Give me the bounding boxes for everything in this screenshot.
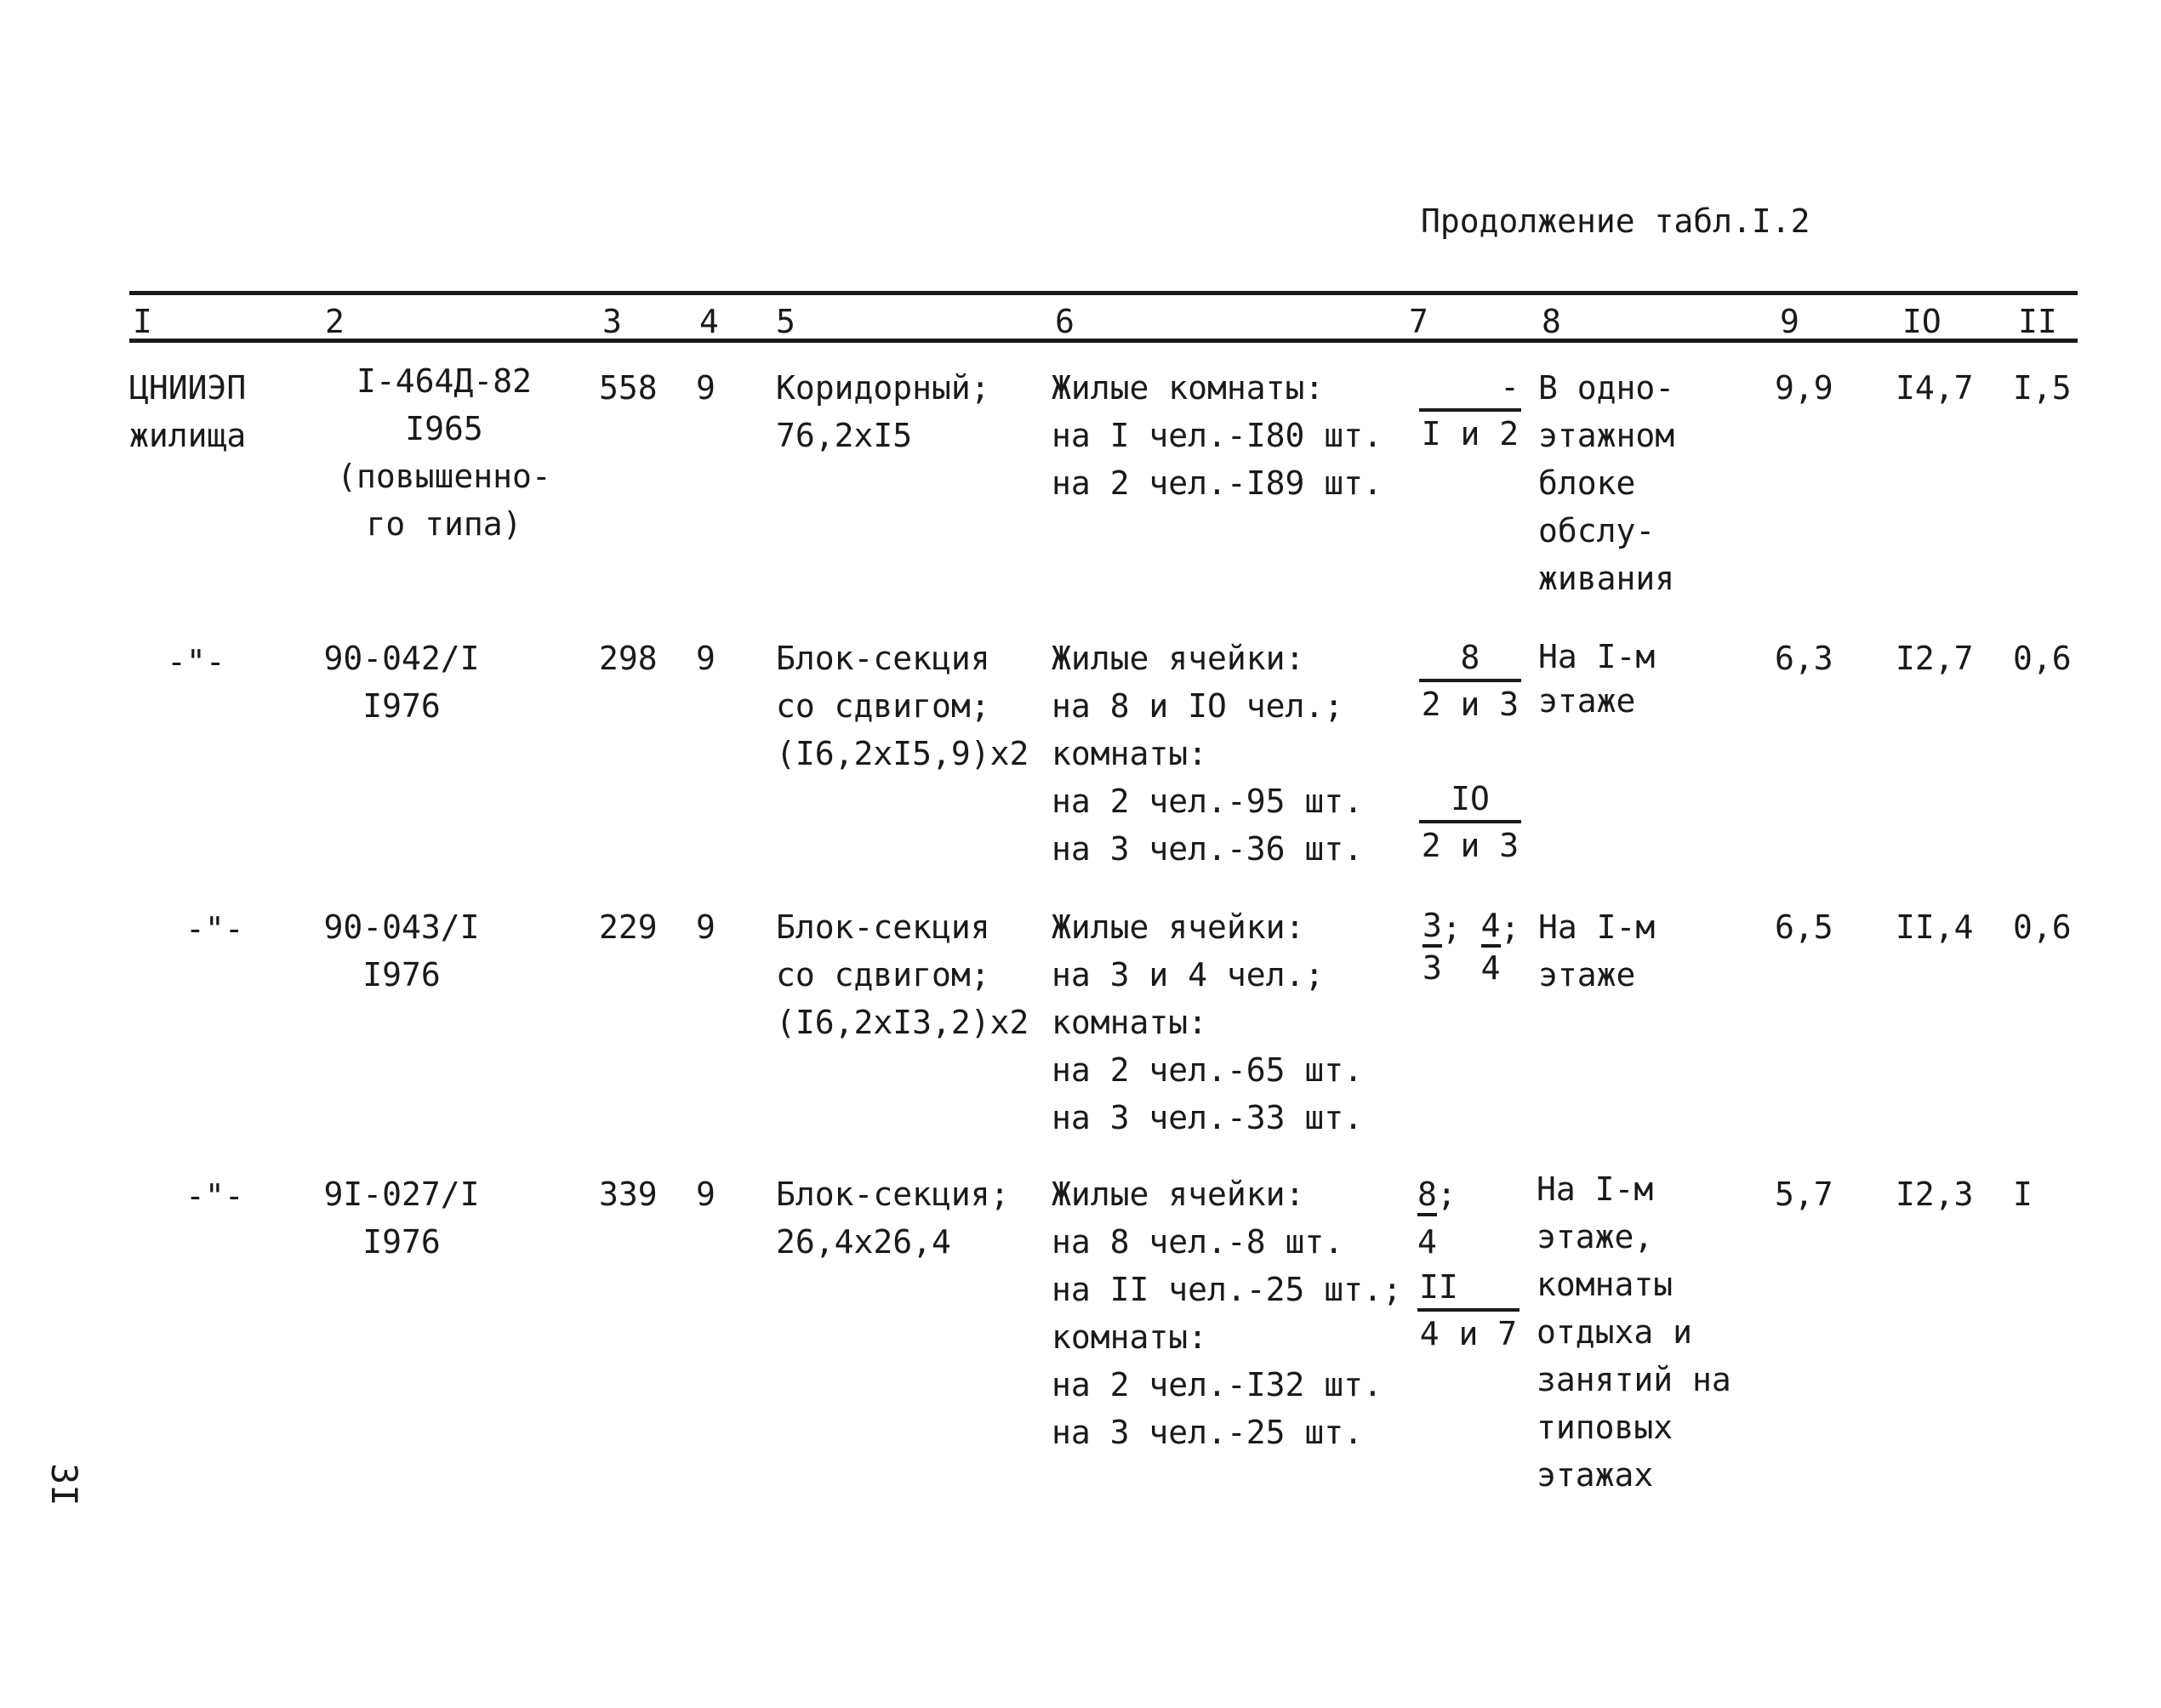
row2-building-type: Блок-секция со сдвигом; (I6,2xI5,9)x2: [776, 640, 1029, 772]
row2-project: 90-042/I I976: [323, 640, 480, 725]
row2-fraction-1: 8 2 и 3: [1419, 636, 1521, 726]
header-col-10: IO: [1902, 303, 1941, 340]
row1-accommodation: Жилые комнаты: на I чел.-I80 шт. на 2 чел.-I89 шт.: [1052, 369, 1383, 502]
row3-col11: 0,6: [2013, 908, 2072, 946]
row1-building-type: Коридорный; 76,2xI5: [776, 369, 990, 454]
table-top-rule: [129, 291, 2078, 295]
row4-project: 9I-027/I I976: [323, 1176, 480, 1261]
row4-fraction-1: 8; 4: [1417, 1176, 1457, 1261]
row1-note: В одно- этажном блоке обслу- живания: [1538, 369, 1675, 597]
row2-col9: 6,3: [1775, 640, 1833, 677]
row3-fraction-1: $\frac{3}{3}$: [1423, 907, 1442, 987]
row2-col4: 9: [696, 640, 716, 677]
row3-note: На I-м этаже: [1538, 908, 1656, 993]
row4-fraction-2: II 4 и 7: [1417, 1266, 1520, 1356]
row4-organization-ditto: -"-: [185, 1177, 244, 1215]
header-col-8: 8: [1542, 303, 1561, 340]
header-col-6: 6: [1055, 303, 1075, 340]
header-col-9: 9: [1780, 303, 1799, 340]
row4-col10: I2,3: [1896, 1176, 1974, 1213]
row3-col9: 6,5: [1775, 908, 1833, 946]
row2-note: На I-м этаже: [1538, 638, 1656, 720]
row2-col10: I2,7: [1896, 640, 1974, 677]
row1-col9: 9,9: [1775, 369, 1833, 407]
row1-col11: I,5: [2013, 369, 2072, 407]
row3-project: 90-043/I I976: [323, 908, 480, 993]
row3-col10: II,4: [1896, 908, 1974, 946]
page-number: 3I: [43, 1463, 85, 1506]
header-col-4: 4: [699, 303, 719, 340]
header-col-7: 7: [1409, 303, 1428, 340]
row3-accommodation: Жилые ячейки: на 3 и 4 чел.; комнаты: на 2 чел.-65 шт. на 3 чел.-33 шт.: [1052, 908, 1364, 1136]
row1-organization: ЦНИИЭП жилища: [129, 369, 247, 454]
row2-col3: 298: [599, 640, 658, 677]
row4-col4: 9: [696, 1176, 716, 1213]
header-col-1: I: [133, 303, 152, 340]
row4-col9: 5,7: [1775, 1176, 1833, 1213]
row1-col10: I4,7: [1896, 369, 1974, 407]
header-col-3: 3: [602, 303, 622, 340]
header-col-2: 2: [325, 303, 345, 340]
row4-accommodation: Жилые ячейки: на 8 чел.-8 шт. на II чел.-25 шт.; комнаты: на 2 чел.-I32 шт. на 3 чел.-25 шт.: [1052, 1176, 1402, 1451]
row3-fraction-2: $\frac{4}{4}$: [1480, 907, 1501, 987]
row2-accommodation: Жилые ячейки: на 8 и IO чел.; комнаты: на 2 чел.-95 шт. на 3 чел.-36 шт.: [1052, 640, 1364, 868]
row3-organization-ditto: -"-: [185, 910, 244, 948]
row2-organization-ditto: -"-: [167, 643, 225, 680]
row3-col4: 9: [696, 908, 716, 946]
row1-col4: 9: [696, 369, 716, 407]
row2-fraction-2: IO 2 и 3: [1419, 777, 1521, 868]
row3-fractions: $\frac{3}{3}$ ; $\frac{4}{4}$ ;: [1423, 907, 1520, 987]
row4-building-type: Блок-секция; 26,4x26,4: [776, 1176, 1010, 1261]
row4-col11: I: [2013, 1176, 2033, 1213]
row4-note: На I-м этаже, комнаты отдыха и занятий на типовых этажах: [1537, 1170, 1731, 1494]
header-col-11: II: [2018, 303, 2057, 340]
row1-project: I-464Д-82 I965 (повышенно- го типа): [337, 362, 551, 543]
row3-building-type: Блок-секция со сдвигом; (I6,2xI3,2)x2: [776, 908, 1029, 1041]
row4-col3: 339: [599, 1176, 658, 1213]
header-col-5: 5: [776, 303, 795, 340]
row2-col11: 0,6: [2013, 640, 2072, 677]
table-caption: Продолжение табл.I.2: [1421, 202, 1810, 240]
row3-col3: 229: [599, 908, 658, 946]
row1-fraction: - I и 2: [1419, 366, 1521, 456]
row1-col3: 558: [599, 369, 658, 407]
